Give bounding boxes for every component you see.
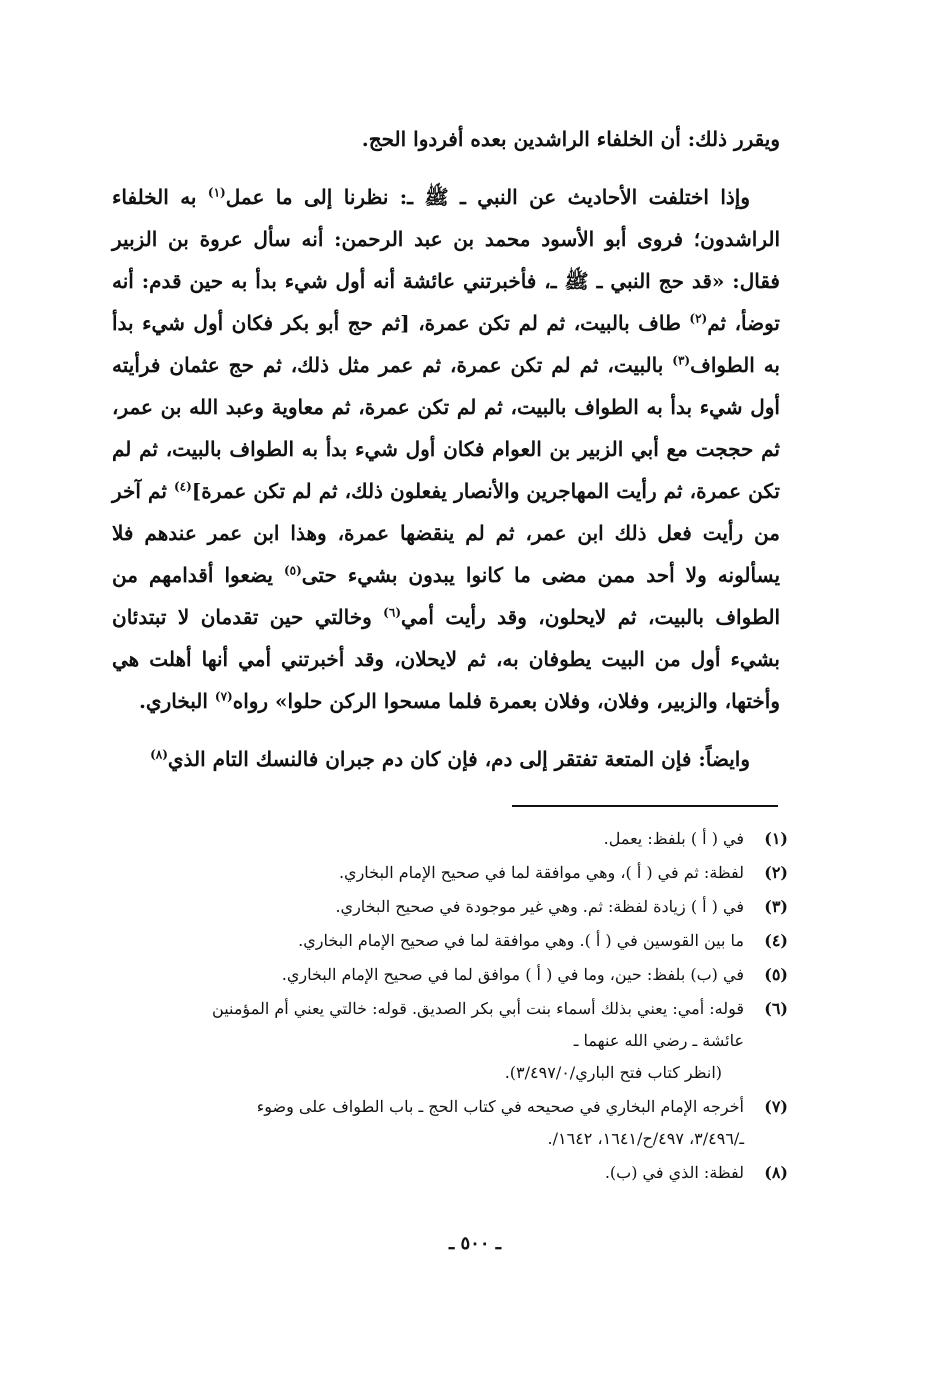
footnote-number: (٨) (764, 1163, 788, 1182)
paragraph-1 (112, 118, 780, 160)
paragraph-2-part-e: ثم آخر من رأيت فعل ذلك ابن عمر، ثم لم ينقضها عمرة، وهذا ابن عمر عندهم فلا يسألونه ولا أحد ممن مضى ما كانوا يبدون بشيء حتى (112, 479, 781, 587)
footnote-text: لفظة: ثم في ( أ )، وهي موافقة لما في صحيح الإمام البخاري. (338, 863, 744, 882)
footnote-2 (112, 857, 788, 889)
main-text (112, 118, 780, 780)
footnote-ref-8: (٨) (150, 747, 168, 762)
footnote-6 (112, 993, 788, 1089)
footnote-number: (٧) (764, 1097, 788, 1116)
paragraph-1-text: ويقرر ذلك: أن الخلفاء الراشدين بعده أفردوا الحج. (361, 127, 780, 151)
footnote-ref-5: (٥) (283, 563, 302, 578)
footnote-1 (112, 823, 788, 855)
footnote-number: (٣) (764, 897, 788, 916)
footnote-text-line-2: ـ/٣/٤٩٦، ٤٩٧/ح/١٦٤١، ١٦٤٢/. (547, 1129, 744, 1148)
footnote-ref-4: (٤) (173, 479, 192, 494)
footnote-text-line-1: قوله: أمي: يعني بذلك أسماء بنت أبي بكر الصديق. قوله: خالتي يعني أم المؤمنين (212, 999, 744, 1018)
footnotes-section (112, 823, 788, 1191)
footnote-8 (112, 1157, 788, 1189)
footnote-text: في ( أ ) زيادة لفظة: ثم. وهي غير موجودة في صحيح البخاري. (335, 897, 744, 916)
footnote-text-line-1: أخرجه الإمام البخاري في صحيحه في كتاب الحج ـ باب الطواف على وضوء (256, 1097, 744, 1116)
footnote-number: (٤) (764, 931, 788, 950)
footnote-ref-1: (١) (207, 185, 226, 200)
footnote-separator-rule (512, 805, 778, 807)
footnote-text: في ( أ ) بلفظ: يعمل. (603, 829, 744, 848)
paragraph-2-part-f: يضعوا أقدامهم من الطواف بالبيت، ثم لايحلون، وقد رأيت أمي (112, 563, 780, 629)
footnote-4 (112, 925, 788, 957)
paragraph-2-part-g: وخالتي حين تقدمان لا تبتدئان بشيء أول من البيت يطوفان به، ثم لايحلان، وقد أخبرتني أمي أنها أهلت هي وأختها، والزبير، وفلان، وفلان بعمرة فلما مسحوا الركن حلوا» رواه (112, 605, 780, 713)
paragraph-2-part-h: البخاري. (138, 689, 215, 713)
paragraph-2-part-a: وإذا اختلفت الأحاديث عن النبي ـ ﷺ ـ: نظرنا إلى ما عمل (225, 185, 750, 209)
footnote-5 (112, 959, 788, 991)
paragraph-3-text: وايضاً: فإن المتعة تفتقر إلى دم، فإن كان دم جبران فالنسك التام الذي (167, 747, 750, 771)
paragraph-2-part-d: بالبيت، ثم لم تكن عمرة، ثم عمر مثل ذلك، ثم حج عثمان فرأيته أول شيء بدأ به الطواف بالبيت، ثم لم تكن عمرة، ثم معاوية وعبد الله بن عمر، ثم حججت مع أبي الزبير بن العوام فكان أول شيء بدأ به الطواف بالبيت، ثم لم تكن عمرة، ثم رأيت المهاجرين والأنصار يفعلون ذلك، ثم لم تكن عمرة] (112, 353, 780, 503)
footnote-ref-6: (٦) (383, 605, 401, 620)
footnote-ref-3: (٣) (672, 353, 691, 368)
footnote-number: (٥) (764, 965, 788, 984)
footnote-text: ما بين القوسين في ( أ ). وهي موافقة لما في صحيح الإمام البخاري. (298, 931, 744, 950)
footnote-number: (٦) (764, 999, 788, 1018)
page-number: ـ ٥٠٠ ـ (448, 1233, 502, 1254)
footnote-3 (112, 891, 788, 923)
footnote-7 (112, 1091, 788, 1155)
footnote-number: (١) (764, 829, 788, 848)
footnote-ref-7: (٧) (214, 689, 233, 704)
footnote-text-line-3: (انظر كتاب فتح الباري/٣/٤٩٧/٠). (504, 1063, 722, 1082)
paragraph-2-part-b: به الخلفاء الراشدون؛ فروى أبو الأسود محمد بن عبد الرحمن: أنه سأل عروة بن الزبير فقال: «قد حج النبي ـ ﷺ ـ، فأخبرتني عائشة أنه أول شيء بدأ به حين قدم: أنه توضأ، ثم (112, 185, 780, 335)
footnote-text: لفظة: الذي في (ب). (604, 1163, 744, 1182)
paragraph-2-part-c: طاف بالبيت، ثم لم تكن عمرة، [ثم حج أبو بكر فكان أول شيء بدأ به الطواف (112, 311, 780, 377)
footnote-ref-2: (٢) (689, 311, 708, 326)
paragraph-3 (112, 738, 780, 780)
footnote-number: (٢) (764, 863, 788, 882)
footnote-text-line-2: عائشة ـ رضي الله عنهما ـ (573, 1031, 744, 1050)
paragraph-2 (112, 176, 780, 722)
footnote-text: في (ب) بلفظ: حين، وما في ( أ ) موافق لما في صحيح الإمام البخاري. (281, 965, 744, 984)
